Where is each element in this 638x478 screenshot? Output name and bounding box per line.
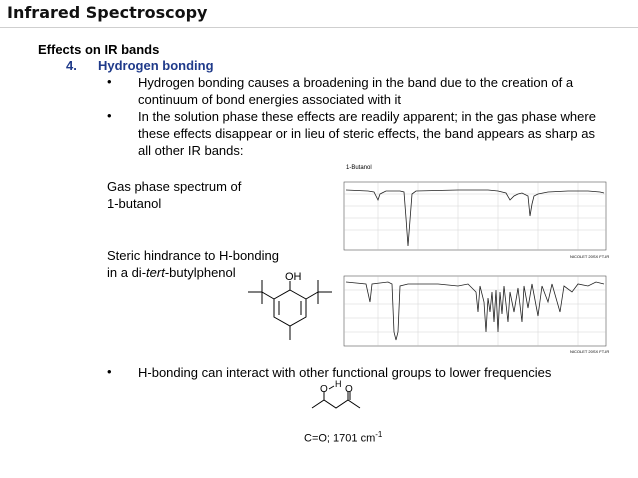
section-heading: Effects on IR bands [38,42,160,57]
carbonyl-caption [304,430,382,445]
steric-phenol-spectrum [338,262,613,356]
carbonyl-caption-text: C=O; 1701 cm [304,432,376,445]
spectrum2-footer: NICOLET 20SX FT-IR [570,349,610,354]
steric-label-suffix: -butylphenol [164,265,236,280]
molecule-o2-label: O [345,384,353,395]
steric-label-line2 [107,264,236,281]
title-divider [0,27,638,28]
bullet-glyph: • [107,108,112,123]
carbonyl-caption-sup: -1 [375,430,383,439]
spectrum1-footer: NICOLET 20SX FT-IR [570,254,610,259]
gas-phase-spectrum [338,160,613,260]
molecule-o-label: O [320,384,328,395]
bullet-glyph: • [107,364,112,379]
phenol-structure-icon [238,268,342,344]
slide-title: Infrared Spectroscopy [7,3,208,22]
steric-label-line1: Steric hindrance to H-bonding [107,248,279,263]
bullet-2-text: In the solution phase these effects are readily apparent; in the gas phase where these effects disappear or in lieu of steric effects, the band appears as sharp as all other IR bands: [138,109,596,158]
gas-phase-label-line2: 1-butanol [107,196,162,211]
steric-label-prefix: in a di- [107,265,147,280]
phenol-oh-label: OH [285,271,302,283]
bullet-glyph: • [107,74,112,89]
hydroxy-ketone-structure-icon [306,380,376,420]
section-title: Hydrogen bonding [98,58,214,73]
section-number: 4. [66,58,77,73]
bullet-1-text: Hydrogen bonding causes a broadening in the band due to the creation of a continuum of bond energies associated with it [138,75,574,107]
steric-label-italic: tert [146,265,165,280]
spectrum1-title: 1-Butanol [346,165,372,171]
gas-phase-label-line1: Gas phase spectrum of [107,179,242,194]
molecule-h-label: H [335,380,342,389]
bullet-3-text: H-bonding can interact with other functional groups to lower frequencies [138,365,552,380]
